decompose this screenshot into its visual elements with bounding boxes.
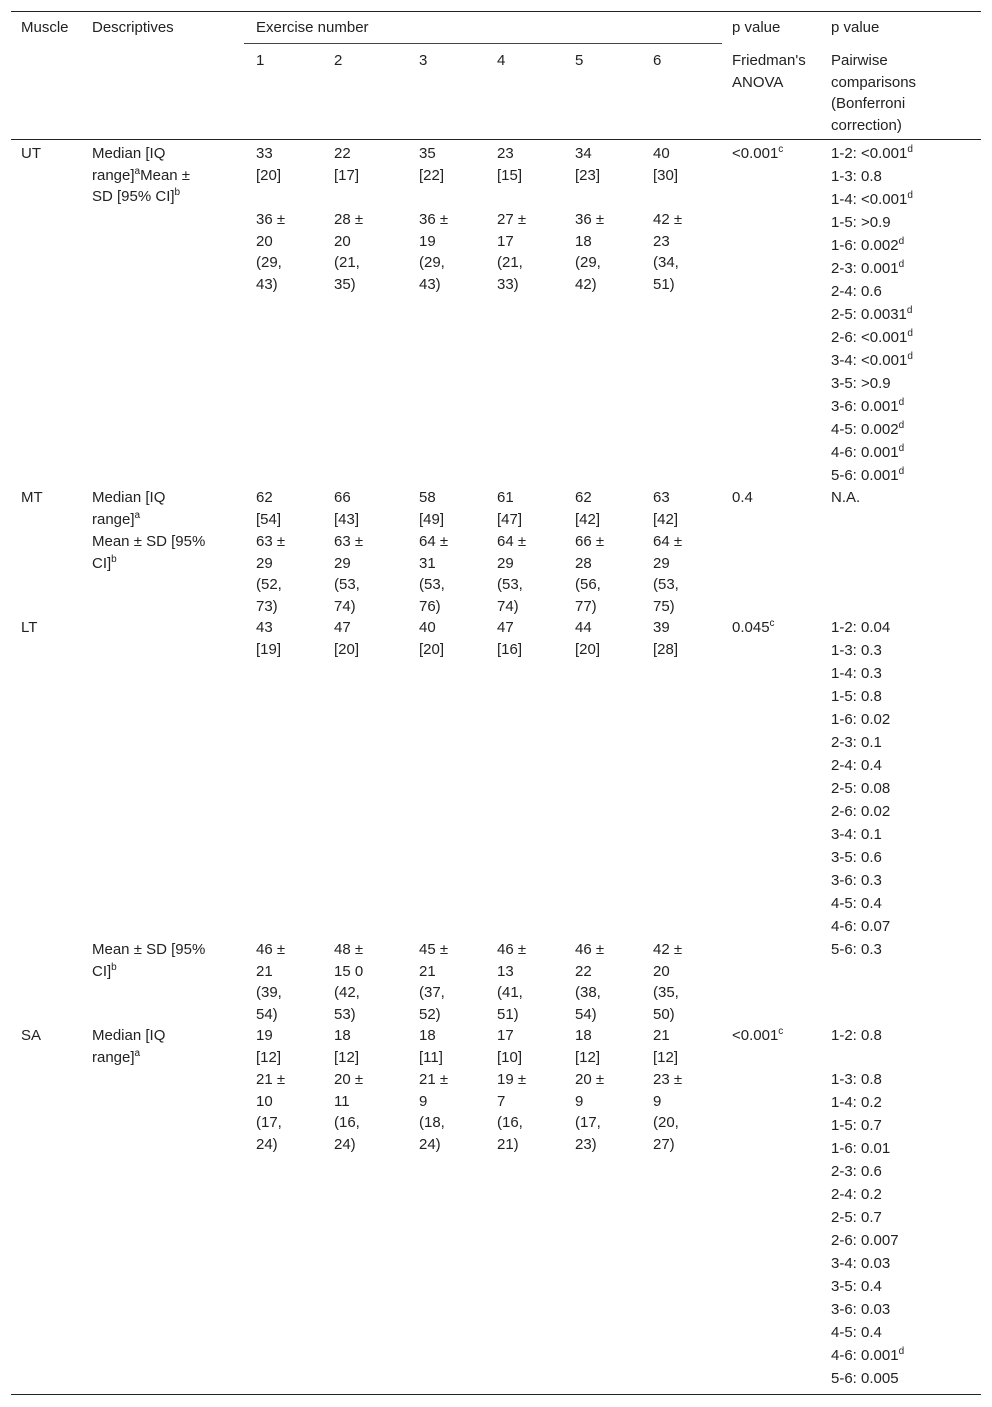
pairwise-text: 2-4: 0.6 xyxy=(831,283,882,300)
median-cell-ex2: 18 [12] xyxy=(334,1027,360,1066)
mean-cell-ex6: 64 ± 29 (53, 75) xyxy=(653,533,683,615)
footnote-marker: d xyxy=(898,397,905,408)
mean-cell-ex3: 45 ± 21 (37, 52) xyxy=(419,941,449,1023)
pairwise-item xyxy=(831,1069,882,1091)
footnote-marker: d xyxy=(898,259,905,270)
pairwise-item xyxy=(831,824,882,846)
pairwise-item xyxy=(831,1161,882,1183)
pairwise-item xyxy=(831,1276,882,1298)
pairwise-item xyxy=(831,847,882,869)
mean-cell-ex1: 63 ± 29 (52, 73) xyxy=(256,533,286,615)
pairwise-item xyxy=(831,778,890,800)
pairwise-text: 2-3: 0.001 xyxy=(831,260,899,277)
pairwise-text: 1-4: 0.2 xyxy=(831,1094,882,1111)
pairwise-item xyxy=(831,373,891,395)
pairwise-item xyxy=(831,419,904,441)
mean-cell-ex4: 46 ± 13 (41, 51) xyxy=(497,941,527,1023)
pairwise-text: 3-6: 0.001 xyxy=(831,398,899,415)
header-exercise-1: 1 xyxy=(256,52,265,69)
mean-cell-ex3: 21 ± 9 (18, 24) xyxy=(419,1071,449,1153)
median-cell-ex1: 43 [19] xyxy=(256,619,282,658)
median-cell-ex5: 34 [23] xyxy=(575,145,601,184)
footnote-marker: d xyxy=(906,305,913,316)
descriptives-label-mean: Mean ± SD [95% CI]$^b$ xyxy=(92,533,206,572)
pairwise-text: 2-3: 0.1 xyxy=(831,734,882,751)
pairwise-item xyxy=(831,1299,890,1321)
footnote-marker: d xyxy=(898,443,905,454)
pairwise-item xyxy=(831,1368,899,1390)
mean-cell-ex2: 48 ± 15 0 (42, 53) xyxy=(334,941,364,1023)
mean-cell-ex4: 27 ± 17 (21, 33) xyxy=(497,211,527,293)
pairwise-item xyxy=(831,1184,882,1206)
pairwise-text: 1-2: 0.04 xyxy=(831,619,891,636)
header-bottom-rule xyxy=(11,139,981,140)
muscle-label: MT xyxy=(21,489,43,506)
mean-cell-ex6: 23 ± 9 (20, 27) xyxy=(653,1071,683,1153)
pairwise-item xyxy=(831,465,904,487)
mean-cell-ex5: 46 ± 22 (38, 54) xyxy=(575,941,605,1023)
pairwise-text: 4-6: 0.07 xyxy=(831,918,891,935)
mean-cell-ex1: 46 ± 21 (39, 54) xyxy=(256,941,286,1023)
pairwise-text: 1-6: 0.002 xyxy=(831,237,899,254)
footnote-marker: c xyxy=(778,1026,784,1037)
friedman-p-value: <0.001$^c$ xyxy=(732,144,784,162)
pairwise-item xyxy=(831,304,912,326)
mean-sd-label: Mean ± SD [95% CI] xyxy=(92,166,191,205)
descriptives-label-median: Median [IQ range]$^a$ xyxy=(92,1027,166,1066)
footnote-marker: d xyxy=(898,420,905,431)
mean-cell-ex4: 19 ± 7 (16, 21) xyxy=(497,1071,527,1153)
pairwise-item xyxy=(831,709,890,731)
median-cell-ex5: 62 [42] xyxy=(575,489,601,528)
exercise-number-underline xyxy=(244,43,722,44)
header-descriptives: Descriptives xyxy=(92,19,174,36)
pairwise-item xyxy=(831,1253,890,1275)
descriptives-label-mean: Mean ± SD [95% CI]$^b$ xyxy=(92,941,206,980)
pairwise-item xyxy=(831,663,882,685)
pairwise-item xyxy=(831,1138,890,1160)
mean-cell-ex5: 66 ± 28 (56, 77) xyxy=(575,533,605,615)
median-cell-ex2: 66 [43] xyxy=(334,489,360,528)
descriptives-label xyxy=(92,143,190,208)
pairwise-item xyxy=(831,442,904,464)
header-pairwise-comparisons: Pairwise comparisons (Bonferroni correction) xyxy=(831,52,917,134)
muscle-label: LT xyxy=(21,619,38,636)
median-cell-ex3: 18 [11] xyxy=(419,1027,443,1066)
pairwise-item xyxy=(831,350,913,372)
footnote-marker: b xyxy=(111,961,117,973)
pairwise-item xyxy=(831,235,904,257)
pairwise-item xyxy=(831,1025,882,1047)
pairwise-text: 1-5: >0.9 xyxy=(831,214,891,231)
pairwise-text: 4-5: 0.4 xyxy=(831,1324,882,1341)
footnote-marker: d xyxy=(898,236,905,247)
pairwise-text: 1-3: 0.8 xyxy=(831,168,882,185)
pairwise-item xyxy=(831,1322,882,1344)
pairwise-item xyxy=(831,870,882,892)
footnote-marker: a xyxy=(134,165,141,177)
header-muscle: Muscle xyxy=(21,19,69,36)
header-exercise-4: 4 xyxy=(497,52,506,69)
footnote-marker: a xyxy=(134,509,141,521)
footnote-marker: d xyxy=(907,351,913,362)
mean-cell-ex5: 20 ± 9 (17, 23) xyxy=(575,1071,605,1153)
pairwise-text: 2-5: 0.7 xyxy=(831,1209,882,1226)
mean-cell-ex2: 63 ± 29 (53, 74) xyxy=(334,533,364,615)
muscle-label: SA xyxy=(21,1027,42,1044)
friedman-p-value: <0.001$^c$ xyxy=(732,1026,784,1044)
pairwise-item xyxy=(831,1345,904,1367)
pairwise-na: N.A. xyxy=(831,489,861,506)
median-cell-ex6: 39 [28] xyxy=(653,619,679,658)
pairwise-text: 2-6: 0.007 xyxy=(831,1232,899,1249)
median-cell-ex6: 63 [42] xyxy=(653,489,679,528)
pairwise-item xyxy=(831,327,913,349)
median-cell-ex3: 58 [49] xyxy=(419,489,445,528)
median-cell-ex4: 47 [16] xyxy=(497,619,523,658)
pairwise-item xyxy=(831,1207,882,1229)
pairwise-text: 1-3: 0.8 xyxy=(831,1071,882,1088)
pairwise-text: 2-4: 0.4 xyxy=(831,757,882,774)
table-top-rule xyxy=(11,11,981,12)
pairwise-item xyxy=(831,189,913,211)
pairwise-text: 4-5: 0.002 xyxy=(831,421,899,438)
mean-cell-ex2: 28 ± 20 (21, 35) xyxy=(334,211,364,293)
pairwise-text: 1-4: 0.3 xyxy=(831,665,882,682)
median-cell-ex1: 62 [54] xyxy=(256,489,282,528)
pairwise-text: 5-6: 0.001 xyxy=(831,467,899,484)
pairwise-text: 2-5: 0.08 xyxy=(831,780,891,797)
pairwise-text: 1-2: <0.001 xyxy=(831,145,908,162)
pairwise-text: 3-4: <0.001 xyxy=(831,352,908,369)
mean-cell-ex5: 36 ± 18 (29, 42) xyxy=(575,211,605,293)
mean-cell-ex3: 36 ± 19 (29, 43) xyxy=(419,211,449,293)
pairwise-item xyxy=(831,686,882,708)
median-label: Median [IQ range] xyxy=(92,145,166,184)
pairwise-item xyxy=(831,166,882,188)
mean-cell-ex4: 64 ± 29 (53, 74) xyxy=(497,533,527,615)
pairwise-text: 3-5: 0.4 xyxy=(831,1278,882,1295)
pairwise-item xyxy=(831,1115,882,1137)
pairwise-item xyxy=(831,617,890,639)
pairwise-text: 1-5: 0.7 xyxy=(831,1117,882,1134)
header-exercise-5: 5 xyxy=(575,52,584,69)
header-exercise-6: 6 xyxy=(653,52,662,69)
friedman-p-value: 0.045$^c$ xyxy=(732,618,775,636)
pairwise-item xyxy=(831,212,891,234)
pairwise-item xyxy=(831,755,882,777)
footnote-marker: d xyxy=(898,1346,905,1357)
median-cell-ex1: 33 [20] xyxy=(256,145,282,184)
header-p-value-friedman: p value xyxy=(732,19,781,36)
pairwise-text: 1-5: 0.8 xyxy=(831,688,882,705)
median-cell-ex4: 17 [10] xyxy=(497,1027,523,1066)
median-cell-ex6: 40 [30] xyxy=(653,145,679,184)
muscle-label: UT xyxy=(21,145,41,162)
pairwise-text: 3-4: 0.03 xyxy=(831,1255,891,1272)
median-cell-ex5: 44 [20] xyxy=(575,619,601,658)
mean-cell-ex6: 42 ± 20 (35, 50) xyxy=(653,941,683,1023)
median-cell-ex1: 19 [12] xyxy=(256,1027,282,1066)
pairwise-text: 2-3: 0.6 xyxy=(831,1163,882,1180)
pairwise-item xyxy=(831,732,882,754)
mean-cell-ex3: 64 ± 31 (53, 76) xyxy=(419,533,449,615)
pairwise-item xyxy=(831,1092,882,1114)
pairwise-text: 1-3: 0.3 xyxy=(831,642,882,659)
pairwise-item xyxy=(831,143,913,165)
header-p-value-pairwise: p value xyxy=(831,19,880,36)
header-friedman-anova: Friedman's ANOVA xyxy=(732,52,806,91)
mean-cell-ex2: 20 ± 11 (16, 24) xyxy=(334,1071,364,1153)
mean-cell-ex1: 21 ± 10 (17, 24) xyxy=(256,1071,286,1153)
pairwise-text: 2-5: 0.0031 xyxy=(831,306,907,323)
pairwise-item xyxy=(831,916,890,938)
pairwise-text: 4-5: 0.4 xyxy=(831,895,882,912)
median-cell-ex6: 21 [12] xyxy=(653,1027,679,1066)
pairwise-text: 1-6: 0.01 xyxy=(831,1140,891,1157)
median-cell-ex2: 47 [20] xyxy=(334,619,360,658)
pairwise-text: 3-6: 0.3 xyxy=(831,872,882,889)
pairwise-item xyxy=(831,893,882,915)
footnote-marker: d xyxy=(907,190,913,201)
median-cell-ex4: 61 [47] xyxy=(497,489,523,528)
median-cell-ex4: 23 [15] xyxy=(497,145,523,184)
pairwise-text: 2-6: 0.02 xyxy=(831,803,891,820)
pairwise-item xyxy=(831,281,882,303)
median-cell-ex5: 18 [12] xyxy=(575,1027,601,1066)
footnote-marker: b xyxy=(174,187,181,198)
header-exercise-number: Exercise number xyxy=(256,19,369,36)
footnote-marker: d xyxy=(898,466,905,477)
pairwise-text: 4-6: 0.001 xyxy=(831,1347,899,1364)
pairwise-text: 5-6: 0.3 xyxy=(831,941,882,958)
pairwise-text: 2-4: 0.2 xyxy=(831,1186,882,1203)
pairwise-text: 2-6: <0.001 xyxy=(831,329,908,346)
footnote-marker: b xyxy=(111,553,117,565)
footnote-marker: c xyxy=(778,144,784,155)
median-cell-ex3: 35 [22] xyxy=(419,145,445,184)
header-exercise-2: 2 xyxy=(334,52,343,69)
pairwise-item xyxy=(831,396,904,418)
pairwise-item xyxy=(831,801,890,823)
mean-cell-ex1: 36 ± 20 (29, 43) xyxy=(256,211,286,293)
pairwise-text: 1-6: 0.02 xyxy=(831,711,891,728)
pairwise-item xyxy=(831,258,904,280)
friedman-p-value: 0.4 xyxy=(732,489,753,506)
pairwise-item xyxy=(831,1230,899,1252)
pairwise-item xyxy=(831,939,882,961)
pairwise-text: 4-6: 0.001 xyxy=(831,444,899,461)
pairwise-text: 1-4: <0.001 xyxy=(831,191,908,208)
table-bottom-rule xyxy=(11,1394,981,1395)
pairwise-text: 3-5: 0.6 xyxy=(831,849,882,866)
pairwise-text: 5-6: 0.005 xyxy=(831,1370,899,1387)
pairwise-text: 3-5: >0.9 xyxy=(831,375,891,392)
footnote-marker: d xyxy=(907,328,913,339)
median-cell-ex3: 40 [20] xyxy=(419,619,445,658)
header-exercise-3: 3 xyxy=(419,52,428,69)
descriptives-label-median: Median [IQ range]$^a$ xyxy=(92,489,166,528)
footnote-marker: d xyxy=(907,144,913,155)
median-cell-ex2: 22 [17] xyxy=(334,145,360,184)
mean-cell-ex6: 42 ± 23 (34, 51) xyxy=(653,211,683,293)
pairwise-item xyxy=(831,640,882,662)
pairwise-text: 3-6: 0.03 xyxy=(831,1301,891,1318)
pairwise-text: 1-2: 0.8 xyxy=(831,1027,882,1044)
footnote-marker: a xyxy=(134,1047,141,1059)
footnote-marker: c xyxy=(769,618,775,629)
pairwise-text: 3-4: 0.1 xyxy=(831,826,882,843)
